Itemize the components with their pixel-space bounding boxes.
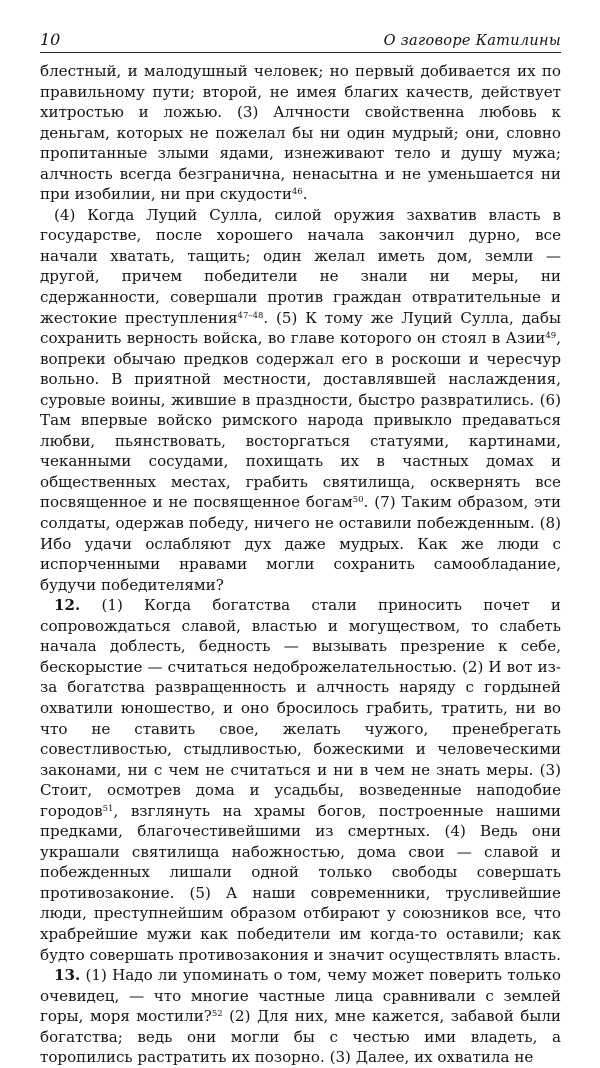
footnote-ref: 51 <box>102 803 114 814</box>
paragraph <box>40 61 561 205</box>
footnote-ref: 52 <box>211 1009 223 1020</box>
footnote-ref: 50 <box>352 495 364 506</box>
book-page <box>40 30 561 1068</box>
chapter-number: 12. <box>54 596 81 615</box>
footnote-ref: 49 <box>545 331 557 342</box>
page-number: 10 <box>40 30 61 49</box>
text-run: (1) Надо ли упоминать о том, чему может поверить только очевидец, — что многие частные лица сравнивали с землей горы, моря мостили? <box>40 966 561 1026</box>
footnote-ref: 47–48 <box>237 310 264 321</box>
text-run: (1) Когда богатства стали приносить почет и сопровождаться славой, властью и могуществом, то слабеть начала доблесть, бедность — вызывать презрение к себе, бескорыстие — считаться недоброжелательностью. (2) И вот из-за богатства развращенность и алчность наряду с гордыней охватили юношество, и оно бросилось грабить, тратить, ни во что не ставить свое, желать чужого, пренебрегать совестливостью, стыдливостью, божескими и человеческими законами, ни с чем не считаться и ни в чем не знать меры. (3) Стоит, осмотрев дома и усадьбы, возведенные наподобие городов <box>40 596 561 820</box>
text-run: . (5) К тому же Луций Сулла, дабы сохранить верность войска, во главе которого он стоял в Азии <box>40 308 562 348</box>
text-run: , взглянуть на храмы богов, построенные нашими предками, благочестивейшими из смертных. (4) Ведь они украшали святилища набожностью, дома свои — славой и побежденных лишали одной только свободы совершать противозаконие. (5) А наши современники, трусливейшие люди, преступнейшим образом отбирают у союзников все, что храбрейшие мужи как победители им когда-то оставили; как будто совершать противозакония и значит осуществлять власть. <box>40 801 561 964</box>
text-run: (2) Для них, мне кажется, забавой были богатства; ведь они могли бы с честью ими владеть, а торопились растратить их позорно. (3) Далее, их охватила не <box>40 1007 561 1067</box>
text-run: (4) Когда Луций Сулла, силой оружия захватив власть в государстве, после хорошего начала закончил дурно, все начали хватать, тащить; один желал иметь дом, земли — другой, причем победители не знали ни меры, ни сдержанности, совершали против граждан отвратительные и жестокие преступления <box>40 205 561 327</box>
paragraph <box>40 965 561 1068</box>
running-head: О заговоре Катилины <box>383 33 561 49</box>
text-run: блестный, и малодушный человек; но первый добивается их по правильному пути; второй, не имея благих качеств, действует хитростью и ложью. (3) Алчности свойственна любовь к деньгам, которых не пожелал бы ни один мудрый; они, словно пропитанные злыми ядами, изнеживают тело и душу мужа; алчность всегда безгранична, ненасытна и не уменьшается ни при изобилии, ни при скудости <box>40 62 561 204</box>
paragraph <box>40 205 561 595</box>
body-text <box>40 61 561 1068</box>
text-run: , вопреки обычаю предков содержал его в роскоши и чересчур вольно. В приятной местности, доставлявшей наслаждения, суровые воины, жившие в праздности, быстро развратились. (6) Там впервые войско римского народа привыкло предаваться любви, пьянствовать, восторгаться статуями, картинами, чеканными сосудами, похищать их в частных домах и общественных местах, грабить святилища, осквернять все посвященное и не посвященное богам <box>40 329 561 512</box>
text-run: . <box>302 185 308 204</box>
footnote-ref: 46 <box>291 187 303 198</box>
paragraph <box>40 595 561 965</box>
text-run: . (7) Таким образом, эти солдаты, одержав победу, ничего не оставили побежденным. (8) Ибо удачи ослабляют дух даже мудрых. Как же люди с испорченными нравами могли сохранить самообладание, будучи победителями? <box>40 493 561 594</box>
chapter-number: 13. <box>54 966 81 985</box>
page-header <box>40 30 561 53</box>
